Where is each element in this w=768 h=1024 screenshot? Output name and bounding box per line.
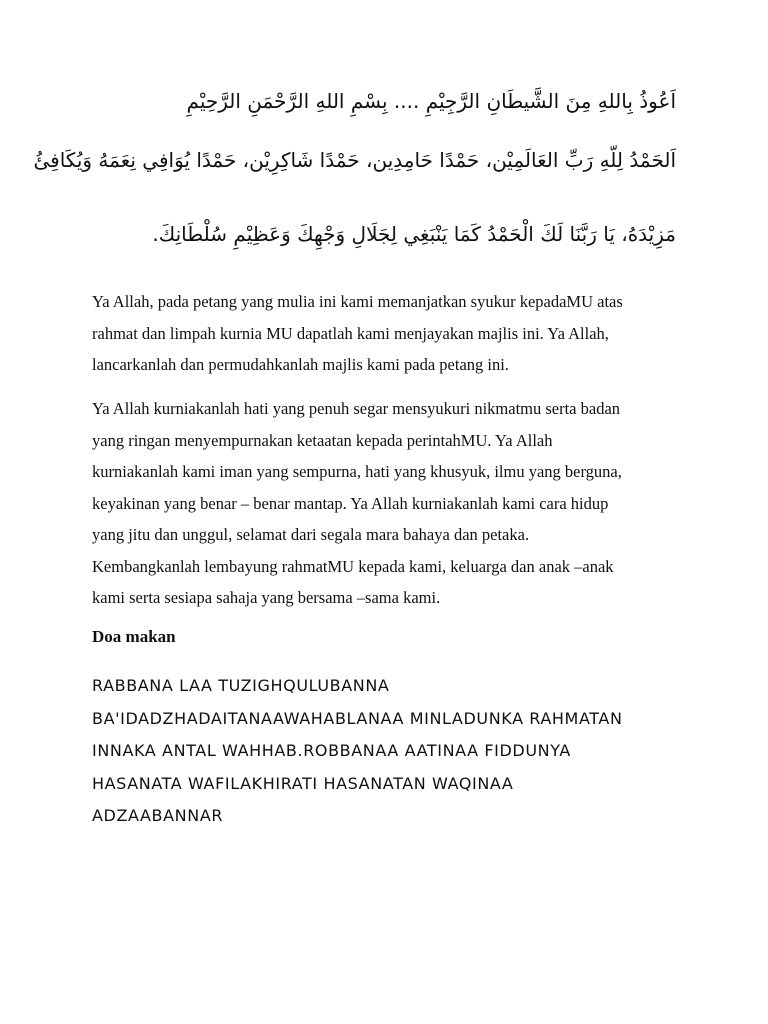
paragraph-line: yang jitu dan unggul, selamat dari segala mara bahaya dan petaka.: [92, 525, 530, 544]
arabic-opening-line-2: اَلحَمْدُ لِلّهِ رَبِّ العَالَمِيْن، حَمْدًا حَامِدِين، حَمْدًا شَاكِرِيْن، حَمْدًا يُوَافِي نِعَمَهُ وَيُكَافِئُ: [33, 148, 676, 172]
paragraph-line: Kembangkanlah lembayung rahmatMU kepada kami, keluarga dan anak –anak: [92, 556, 614, 576]
doa-line: ADZAABANNAR: [92, 806, 224, 825]
doa-line: RABBANA LAA TUZIGHQULUBANNA: [92, 676, 390, 695]
paragraph-line: kami serta sesiapa sahaja yang bersama –sama kami.: [92, 588, 441, 607]
doa-line: INNAKA ANTAL WAHHAB.ROBBANAA AATINAA FIDDUNYA: [92, 741, 571, 760]
section-heading: Doa makan: [92, 627, 176, 646]
paragraph-line: yang ringan menyempurnakan ketaatan kepada perintahMU. Ya Allah: [92, 430, 553, 450]
paragraph-2: [92, 393, 682, 614]
arabic-opening-line-3: مَزِيْدَهُ، يَا رَبَّنَا لَكَ الْحَمْدُ كَمَا يَنْبَغِي لِجَلَالِ وَجْهِكَ وَعَظِيْمِ سُلْطَانِكَ.: [152, 222, 676, 246]
paragraph-line: Ya Allah kurniakanlah hati yang penuh segar mensyukuri nikmatmu serta badan: [92, 399, 621, 418]
paragraph-line: rahmat dan limpah kurnia MU dapatlah kami menjayakan majlis ini. Ya Allah,: [92, 323, 609, 343]
paragraph-line: keyakinan yang benar – benar mantap. Ya Allah kurniakanlah kami cara hidup: [92, 493, 609, 513]
doa-line: HASANATA WAFILAKHIRATI HASANATAN WAQINAA: [92, 773, 514, 793]
doa-makan-text: [92, 670, 692, 833]
paragraph-line: Ya Allah, pada petang yang mulia ini kami memanjatkan syukur kepadaMU atas: [92, 292, 623, 311]
paragraph-line: lancarkanlah dan permudahkanlah majlis kami pada petang ini.: [92, 355, 509, 374]
doa-line: BA'IDADZHADAITANAAWAHABLANAA MINLADUNKA RAHMATAN: [92, 708, 623, 728]
arabic-opening-line-1: اَعُوذُ بِاللهِ مِنَ الشَّيطَانِ الرَّجِيْمِ .... بِسْمِ اللهِ الرَّحْمَنِ الرَّحِيْمِ: [186, 89, 676, 113]
paragraph-line: kurniakanlah kami iman yang sempurna, hati yang khusyuk, ilmu yang berguna,: [92, 462, 622, 481]
paragraph-1: [92, 286, 682, 381]
